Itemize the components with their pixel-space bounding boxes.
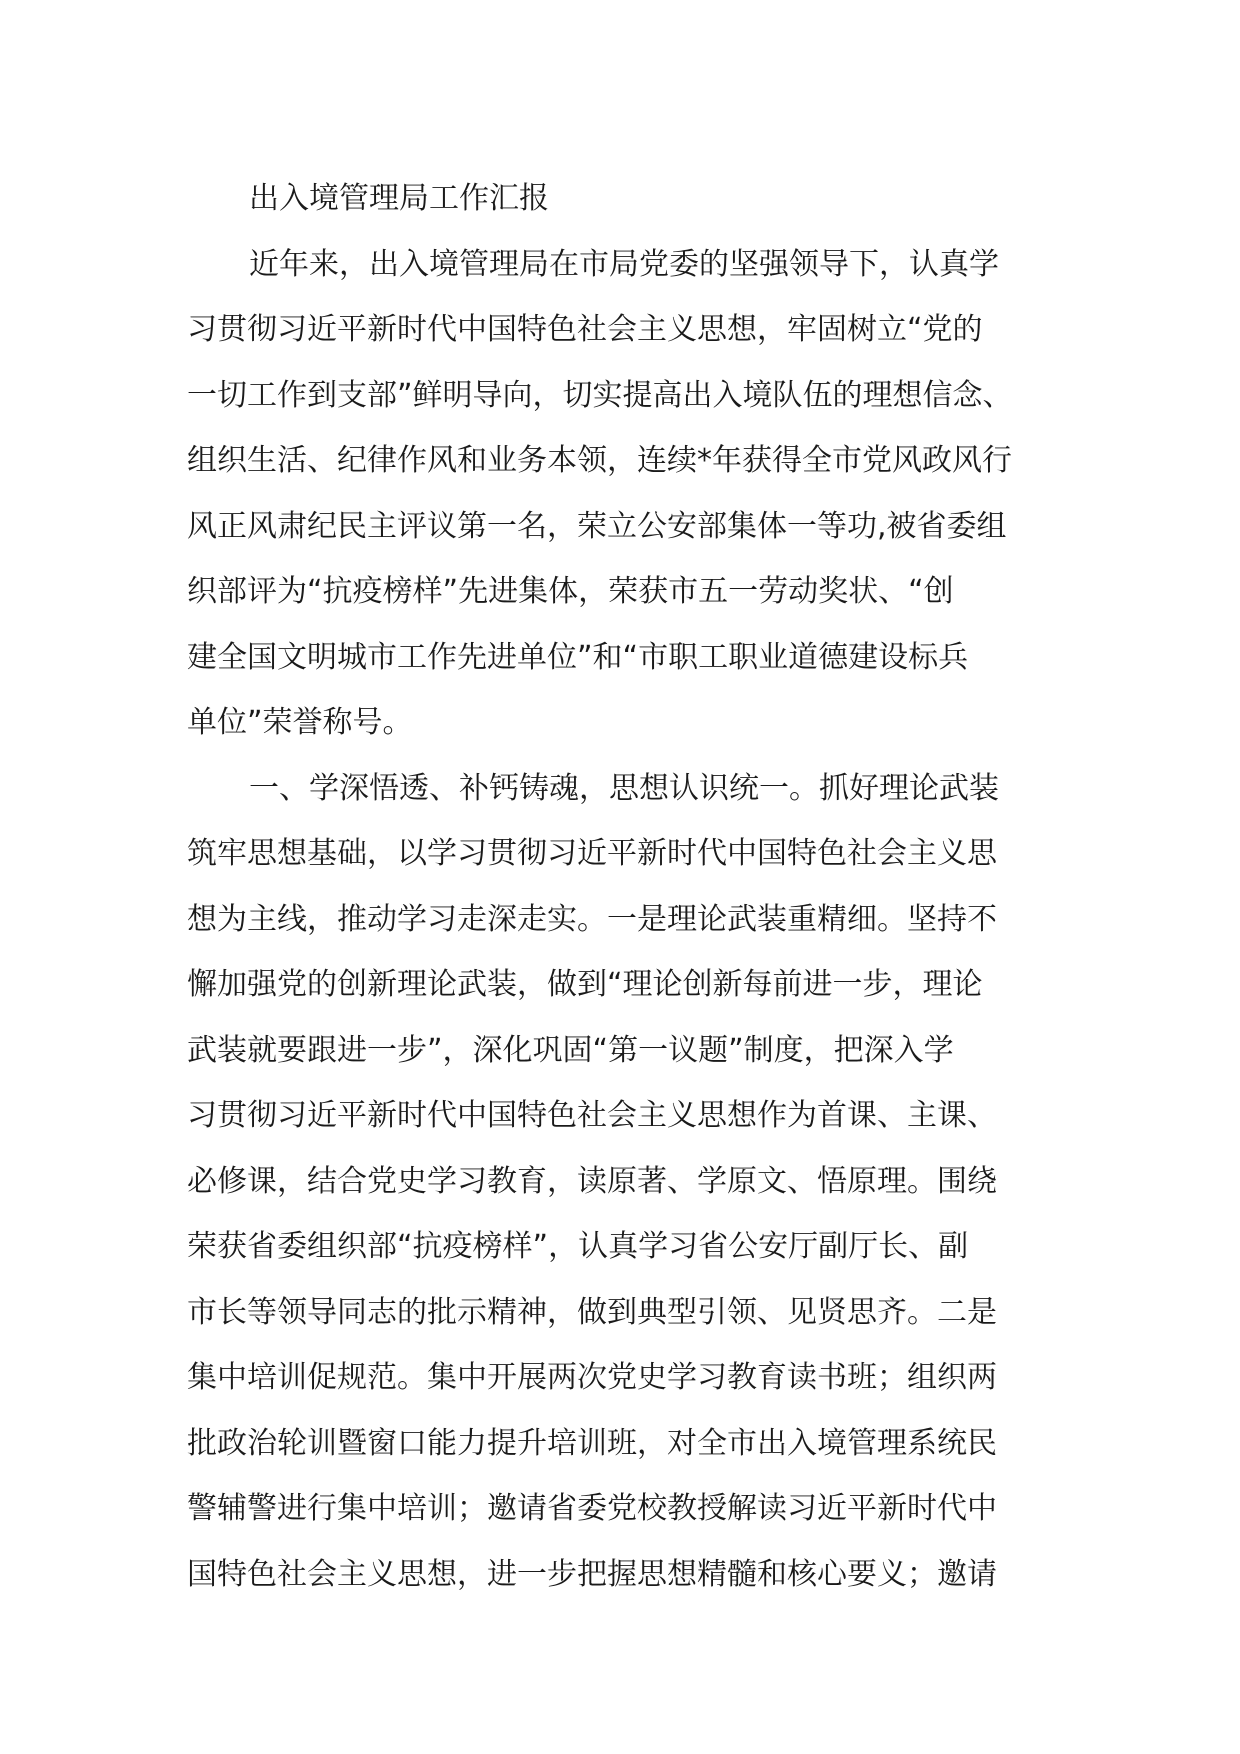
paragraph-section-one	[187, 756, 1055, 1608]
text-line: 集中培训促规范。集中开展两次党史学习教育读书班；组织两	[187, 1360, 997, 1395]
text-line: 近年来，出入境管理局在市局党委的坚强领导下，认真学	[249, 246, 999, 282]
text-line: 必修课，结合党史学习教育，读原著、学原文、悟原理。围绕	[187, 1163, 997, 1199]
text-line: 批政治轮训暨窗口能力提升培训班，对全市出入境管理系统民	[187, 1425, 997, 1461]
text-line: 懈加强党的创新理论武装，做到“理论创新每前进一步，理论	[187, 967, 983, 1002]
text-line: 想为主线，推动学习走深走实。一是理论武装重精细。坚持不	[187, 901, 997, 937]
text-line: 习贯彻习近平新时代中国特色社会主义思想作为首课、主课、	[187, 1098, 997, 1133]
text-line: 警辅警进行集中培训；邀请省委党校教授解读习近平新时代中	[187, 1491, 997, 1526]
paragraph-intro	[187, 232, 1055, 756]
text-line: 单位”荣誉称号。	[187, 705, 413, 740]
text-line: 一、学深悟透、补钙铸魂，思想认识统一。抓好理论武装	[249, 770, 999, 806]
text-line: 组织生活、纪律作风和业务本领，连续*年获得全市党风政风行	[187, 443, 1012, 478]
text-line: 织部评为“抗疫榜样”先进集体，荣获市五一劳动奖状、“创	[187, 574, 954, 609]
text-line: 国特色社会主义思想，进一步把握思想精髓和核心要义；邀请	[187, 1556, 997, 1592]
text-line: 荣获省委组织部“抗疫榜样”，认真学习省公安厅副厅长、副	[187, 1229, 969, 1264]
document-body	[187, 166, 1055, 1607]
text-line: 武装就要跟进一步”，深化巩固“第一议题”制度，把深入学	[187, 1032, 954, 1068]
text-line: 一切工作到支部”鲜明导向，切实提高出入境队伍的理想信念、	[187, 377, 1013, 413]
text-line: 市长等领导同志的批示精神，做到典型引领、见贤思齐。二是	[187, 1294, 997, 1330]
document-title: 出入境管理局工作汇报	[249, 181, 549, 216]
text-line: 建全国文明城市工作先进单位”和“市职工职业道德建设标兵	[187, 639, 969, 675]
text-line: 筑牢思想基础，以学习贯彻习近平新时代中国特色社会主义思	[187, 836, 997, 871]
text-line: 风正风肃纪民主评议第一名，荣立公安部集体一等功,被省委组	[187, 508, 1007, 544]
text-line: 习贯彻习近平新时代中国特色社会主义思想，牢固树立“党的	[187, 312, 983, 347]
